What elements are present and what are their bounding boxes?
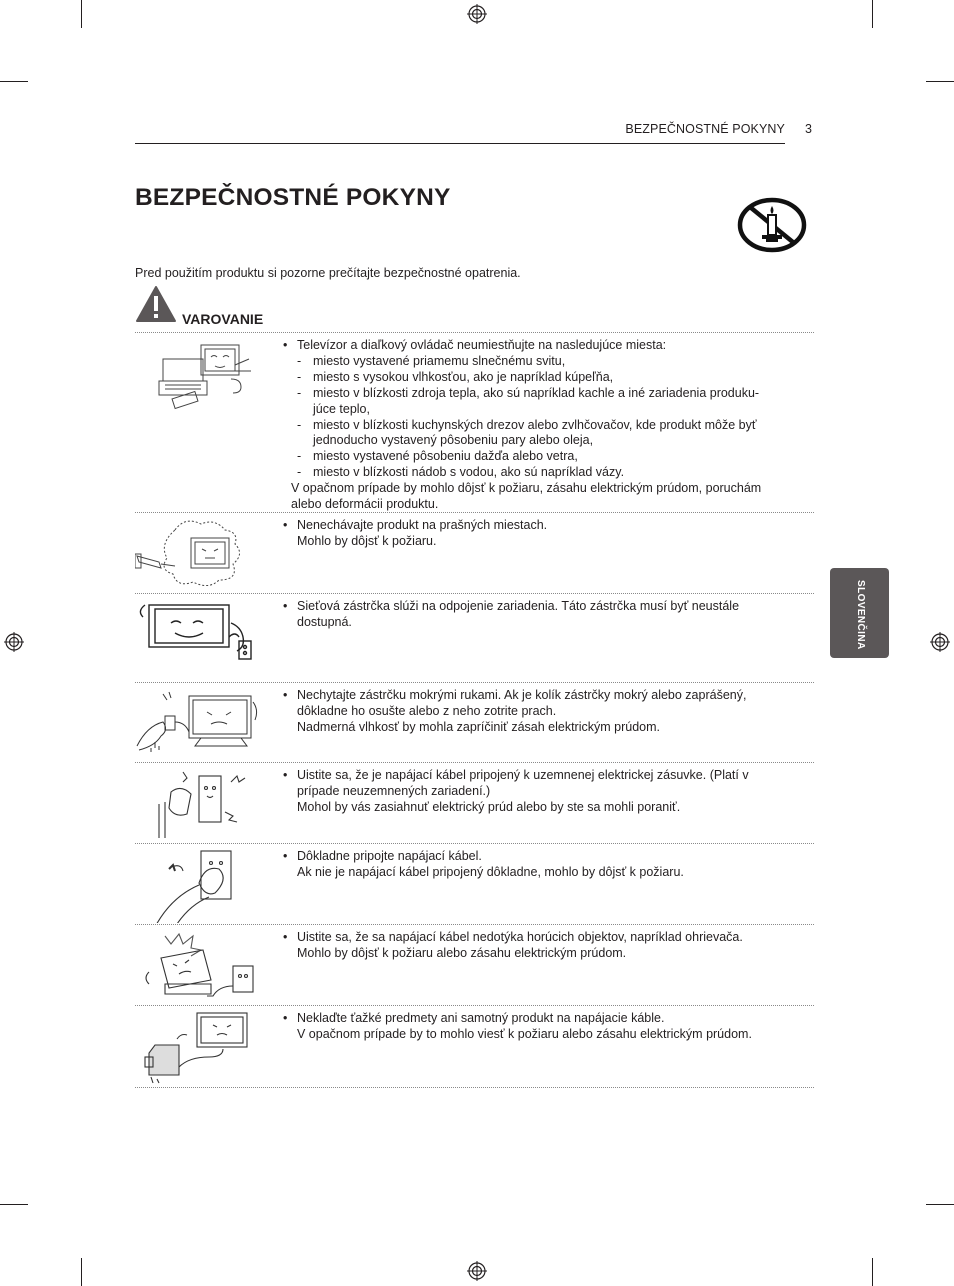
crop-mark (926, 1204, 954, 1205)
row-line: Ak nie je napájací kábel pripojený dôkladne, mohlo by dôjsť k požiaru. (297, 864, 684, 879)
wet-hands-plug-illustration (135, 686, 263, 762)
row-line: V opačnom prípade by to mohlo viesť k požiaru alebo zásahu elektrickým prúdom. (297, 1026, 752, 1041)
row-item-continued: jednoducho vystavený pôsobeniu pary alebo oleja, (313, 433, 594, 448)
row-bullet: • Neklaďte ťažké predmety ani samotný produkt na napájacie káble. (283, 1011, 803, 1027)
safety-row (135, 843, 814, 925)
insert-plug-firmly-illustration (135, 847, 263, 923)
row-line: dôkladne ho osušte alebo z neho zotrite prach. (297, 703, 557, 718)
row-bullet: • Dôkladne pripojte napájací kábel. (283, 849, 803, 865)
grounded-outlet-illustration (135, 766, 263, 842)
safety-row (135, 1005, 814, 1088)
row-consequence: V opačnom prípade by mohlo dôjsť k požiaru, zásahu elektrickým prúdom, poruchám (291, 481, 762, 496)
row-line: prípade neuzemnených zariadení.) (297, 783, 491, 798)
row-text (283, 518, 803, 550)
row-bullet: • Sieťová zástrčka slúži na odpojenie zariadenia. Táto zástrčka musí byť neustále (283, 599, 803, 615)
row-text (283, 338, 803, 513)
crop-mark (0, 1204, 28, 1205)
row-bullet: • Uistite sa, že je napájací kábel pripojený k uzemnenej elektrickej zásuvke. (Platí v (283, 768, 803, 784)
row-item: - miesto v blízkosti kuchynských drezov alebo zvlhčovačov, kde produkt môže byť (283, 418, 803, 434)
crop-mark (926, 81, 954, 82)
registration-mark-icon (4, 632, 24, 652)
safety-row (135, 332, 814, 513)
row-text (283, 1011, 803, 1043)
row-consequence: alebo deformácii produktu. (291, 497, 439, 512)
row-item: - miesto v blízkosti nádob s vodou, ako sú napríklad vázy. (283, 465, 803, 481)
hot-objects-cable-illustration (135, 928, 263, 1004)
row-line: Mohol by vás zasiahnuť elektrický prúd alebo by ste sa mohli poraniť. (297, 799, 681, 814)
registration-mark-icon (467, 4, 487, 24)
tv-hazard-locations-illustration (135, 339, 263, 415)
running-header: BEZPEČNOSTNÉ POKYNY (625, 122, 785, 136)
row-line: dostupná. (297, 614, 352, 629)
crop-mark (81, 1258, 82, 1286)
row-item: - miesto v blízkosti zdroja tepla, ako sú napríklad kachle a iné zariadenia produku- (283, 386, 803, 402)
row-bullet: • Televízor a diaľkový ovládač neumiestňujte na nasledujúce miesta: (283, 338, 803, 354)
page-title: BEZPEČNOSTNÉ POKYNY (135, 184, 451, 211)
row-item: - miesto vystavené priamemu slnečnému svitu, (283, 354, 803, 370)
crop-mark (81, 0, 82, 28)
safety-row (135, 924, 814, 1006)
dusty-tv-illustration (135, 516, 263, 592)
row-line: Mohlo by dôjsť k požiaru. (297, 533, 437, 548)
registration-mark-icon (930, 632, 950, 652)
intro-text: Pred použitím produktu si pozorne prečítajte bezpečnostné opatrenia. (135, 266, 521, 280)
accessible-plug-illustration (135, 597, 263, 673)
page-number: 3 (805, 122, 812, 136)
safety-row (135, 762, 814, 844)
row-text (283, 768, 803, 816)
row-bullet: • Nechytajte zástrčku mokrými rukami. Ak je kolík zástrčky mokrý alebo zaprášený, (283, 688, 803, 704)
row-bullet: • Nenechávajte produkt na prašných miestach. (283, 518, 803, 534)
row-text (283, 930, 803, 962)
header-rule (135, 143, 785, 144)
row-bullet: • Uistite sa, že sa napájací kábel nedotýka horúcich objektov, napríklad ohrievača. (283, 930, 803, 946)
crop-mark (0, 81, 28, 82)
row-text (283, 849, 803, 881)
row-text (283, 688, 803, 736)
no-candle-icon (737, 197, 807, 253)
registration-mark-icon (467, 1261, 487, 1281)
safety-row (135, 593, 814, 683)
safety-row (135, 682, 814, 763)
crop-mark (872, 1258, 873, 1286)
row-line: Nadmerná vlhkosť by mohla zapríčiniť zásah elektrickým prúdom. (297, 719, 660, 734)
safety-row (135, 512, 814, 594)
warning-label: VAROVANIE (182, 311, 264, 327)
heavy-objects-on-cable-illustration (135, 1009, 263, 1085)
warning-triangle-icon (135, 285, 177, 323)
row-text (283, 599, 803, 631)
crop-mark (872, 0, 873, 28)
language-tab-label: SLOVENČINA (855, 580, 866, 650)
row-item: - miesto vystavené pôsobeniu dažďa alebo vetra, (283, 449, 803, 465)
row-item-continued: júce teplo, (313, 401, 370, 416)
row-item: - miesto s vysokou vlhkosťou, ako je napríklad kúpeľňa, (283, 370, 803, 386)
row-line: Mohlo by dôjsť k požiaru alebo zásahu elektrickým prúdom. (297, 945, 627, 960)
language-tab (830, 568, 889, 658)
